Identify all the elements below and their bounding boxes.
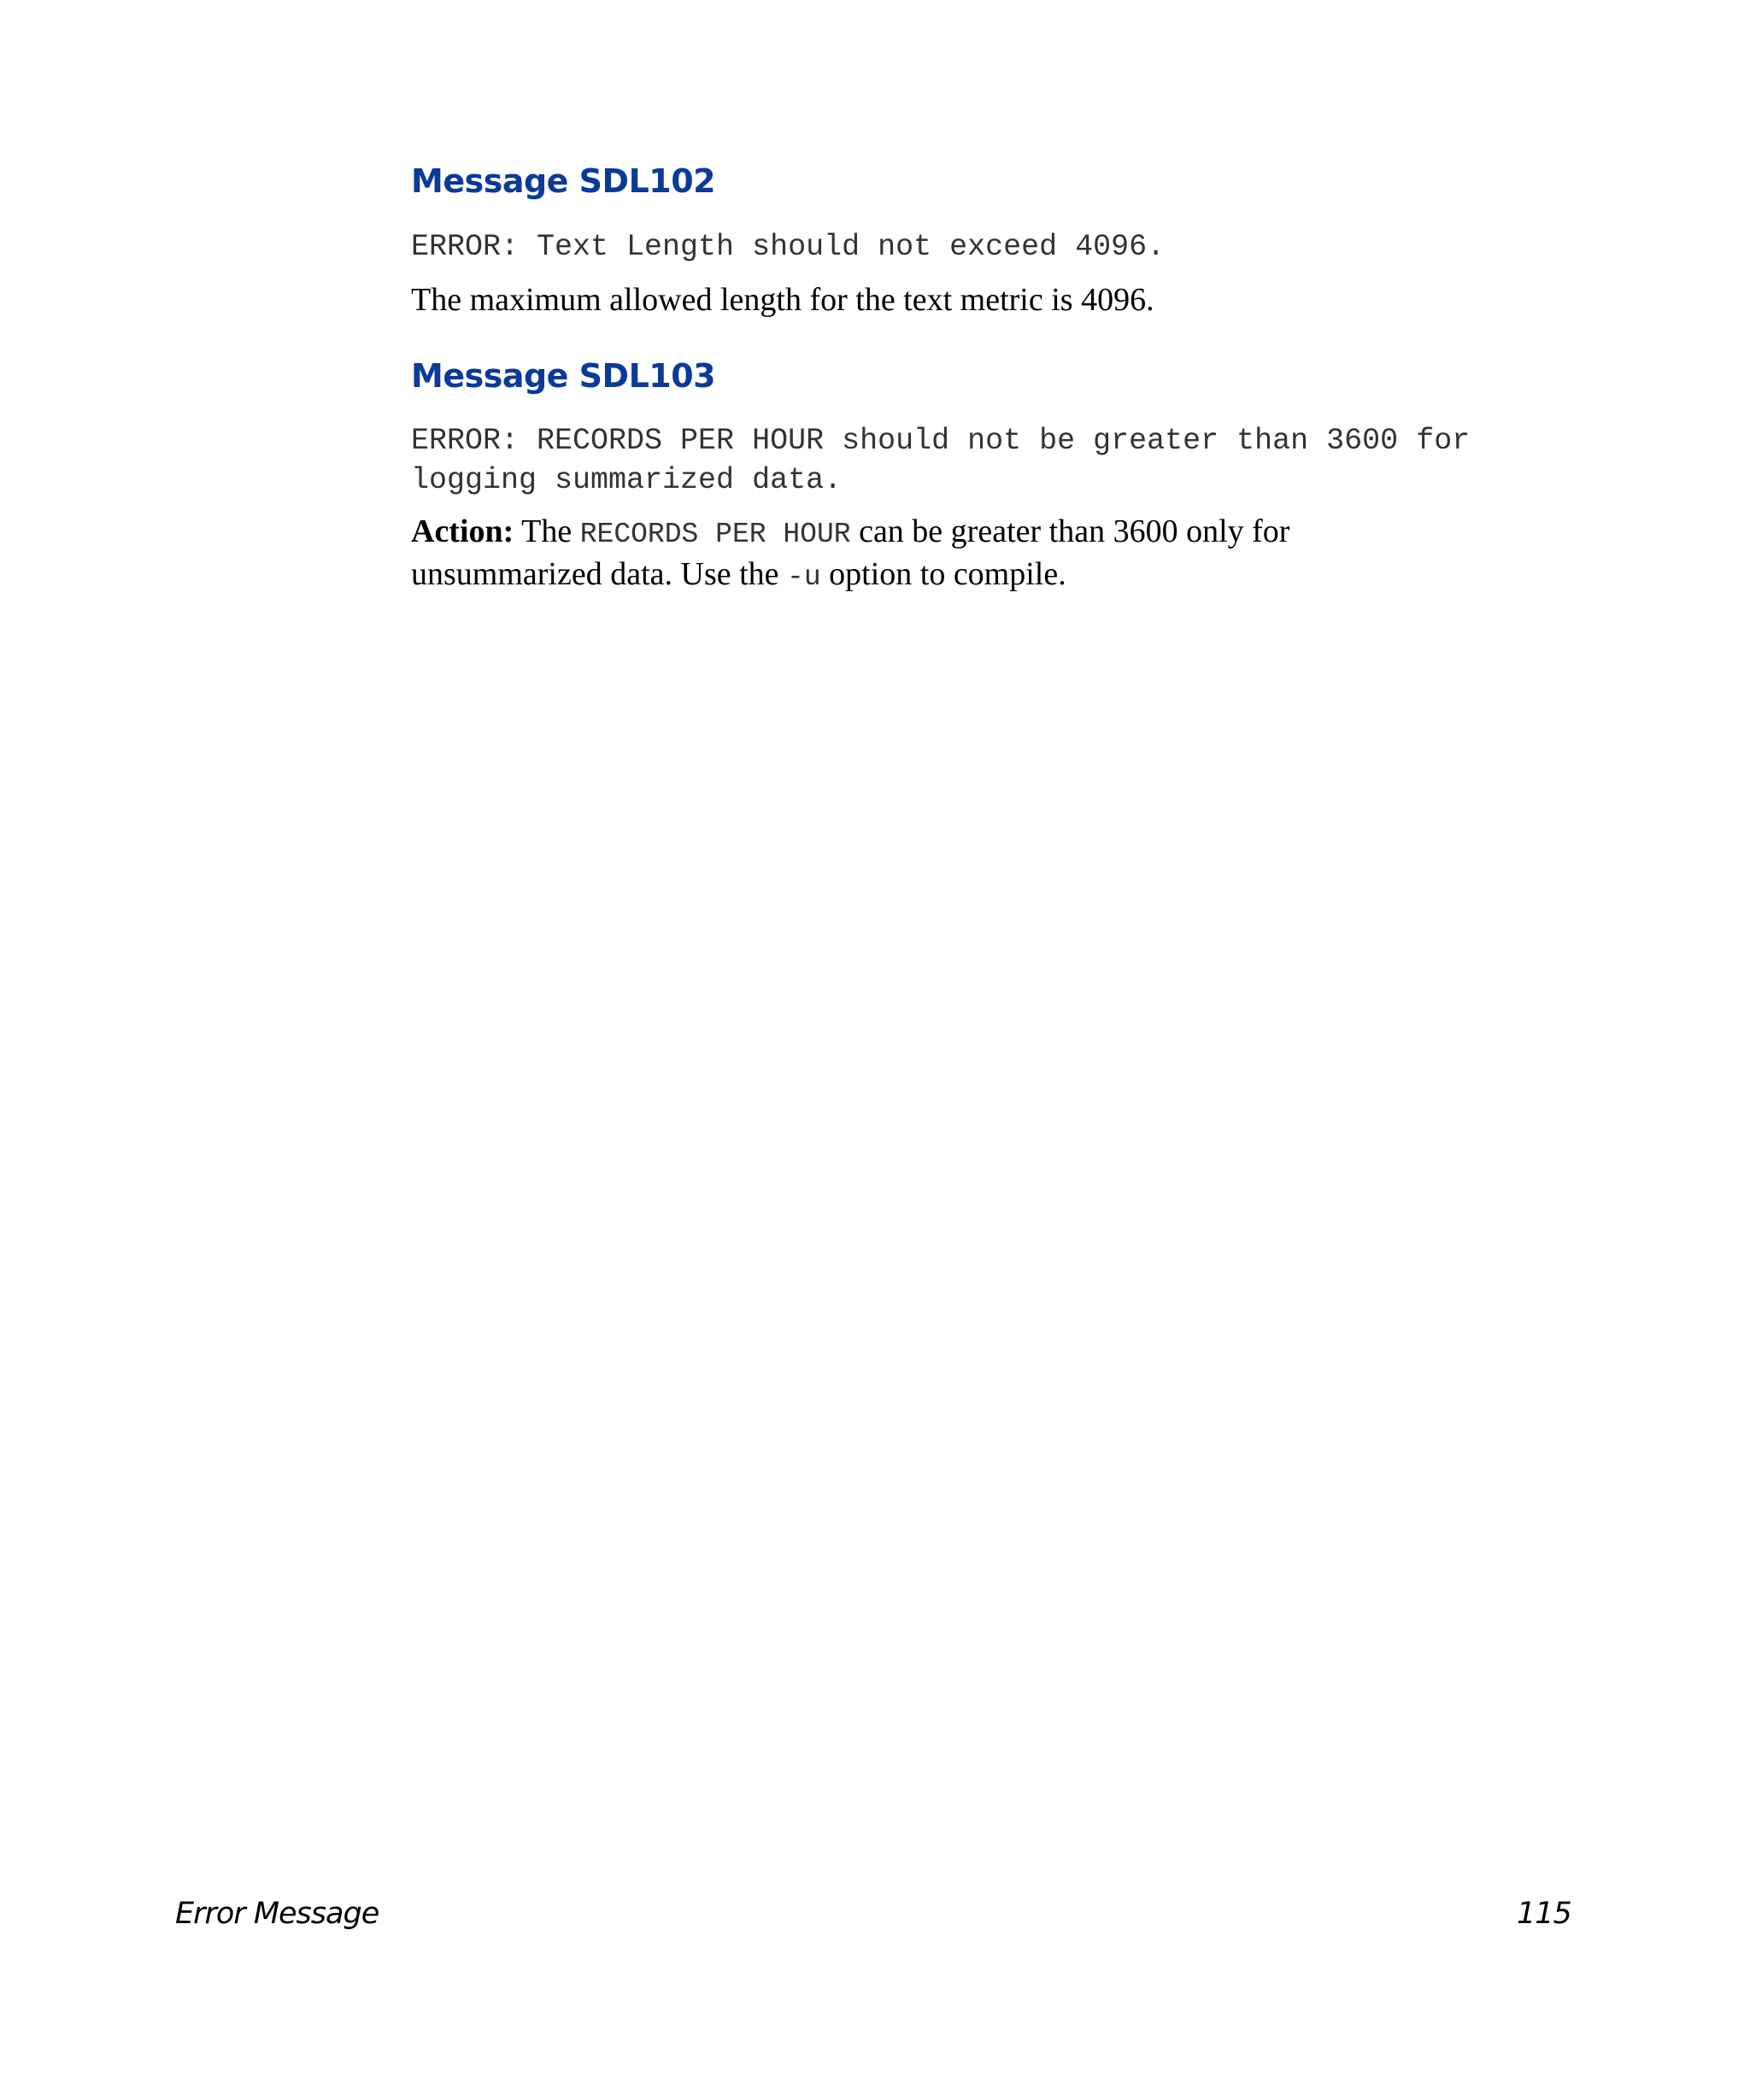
message-sdl103-heading: Message SDL103 xyxy=(411,356,716,395)
message-sdl103-error-line-1: ERROR: RECORDS PER HOUR should not be greater than 3600 for xyxy=(411,424,1471,459)
message-sdl103-error-text xyxy=(411,421,1522,500)
action-text-part-1: The xyxy=(521,513,573,550)
footer-page-number: 115 xyxy=(1517,1897,1571,1931)
action-text-part-3: unsummarized data. Use the xyxy=(411,556,779,593)
action-text-part-4: option to compile. xyxy=(829,556,1066,593)
footer-section-title: Error Message xyxy=(175,1897,379,1931)
message-sdl103-action xyxy=(411,512,1522,597)
action-text-part-2: can be greater than 3600 only for xyxy=(859,513,1290,550)
page-content xyxy=(411,162,1522,597)
message-sdl102-error-text: ERROR: Text Length should not exceed 4096. xyxy=(411,229,1166,264)
action-code-u-option: -u xyxy=(787,561,821,594)
action-label: Action: xyxy=(411,513,514,550)
message-sdl102-description: The maximum allowed length for the text metric is 4096. xyxy=(411,281,1154,318)
message-sdl103-error-line-2: logging summarized data. xyxy=(411,463,843,498)
message-sdl102-heading: Message SDL102 xyxy=(411,162,716,200)
action-code-records-per-hour: RECORDS PER HOUR xyxy=(579,519,851,551)
